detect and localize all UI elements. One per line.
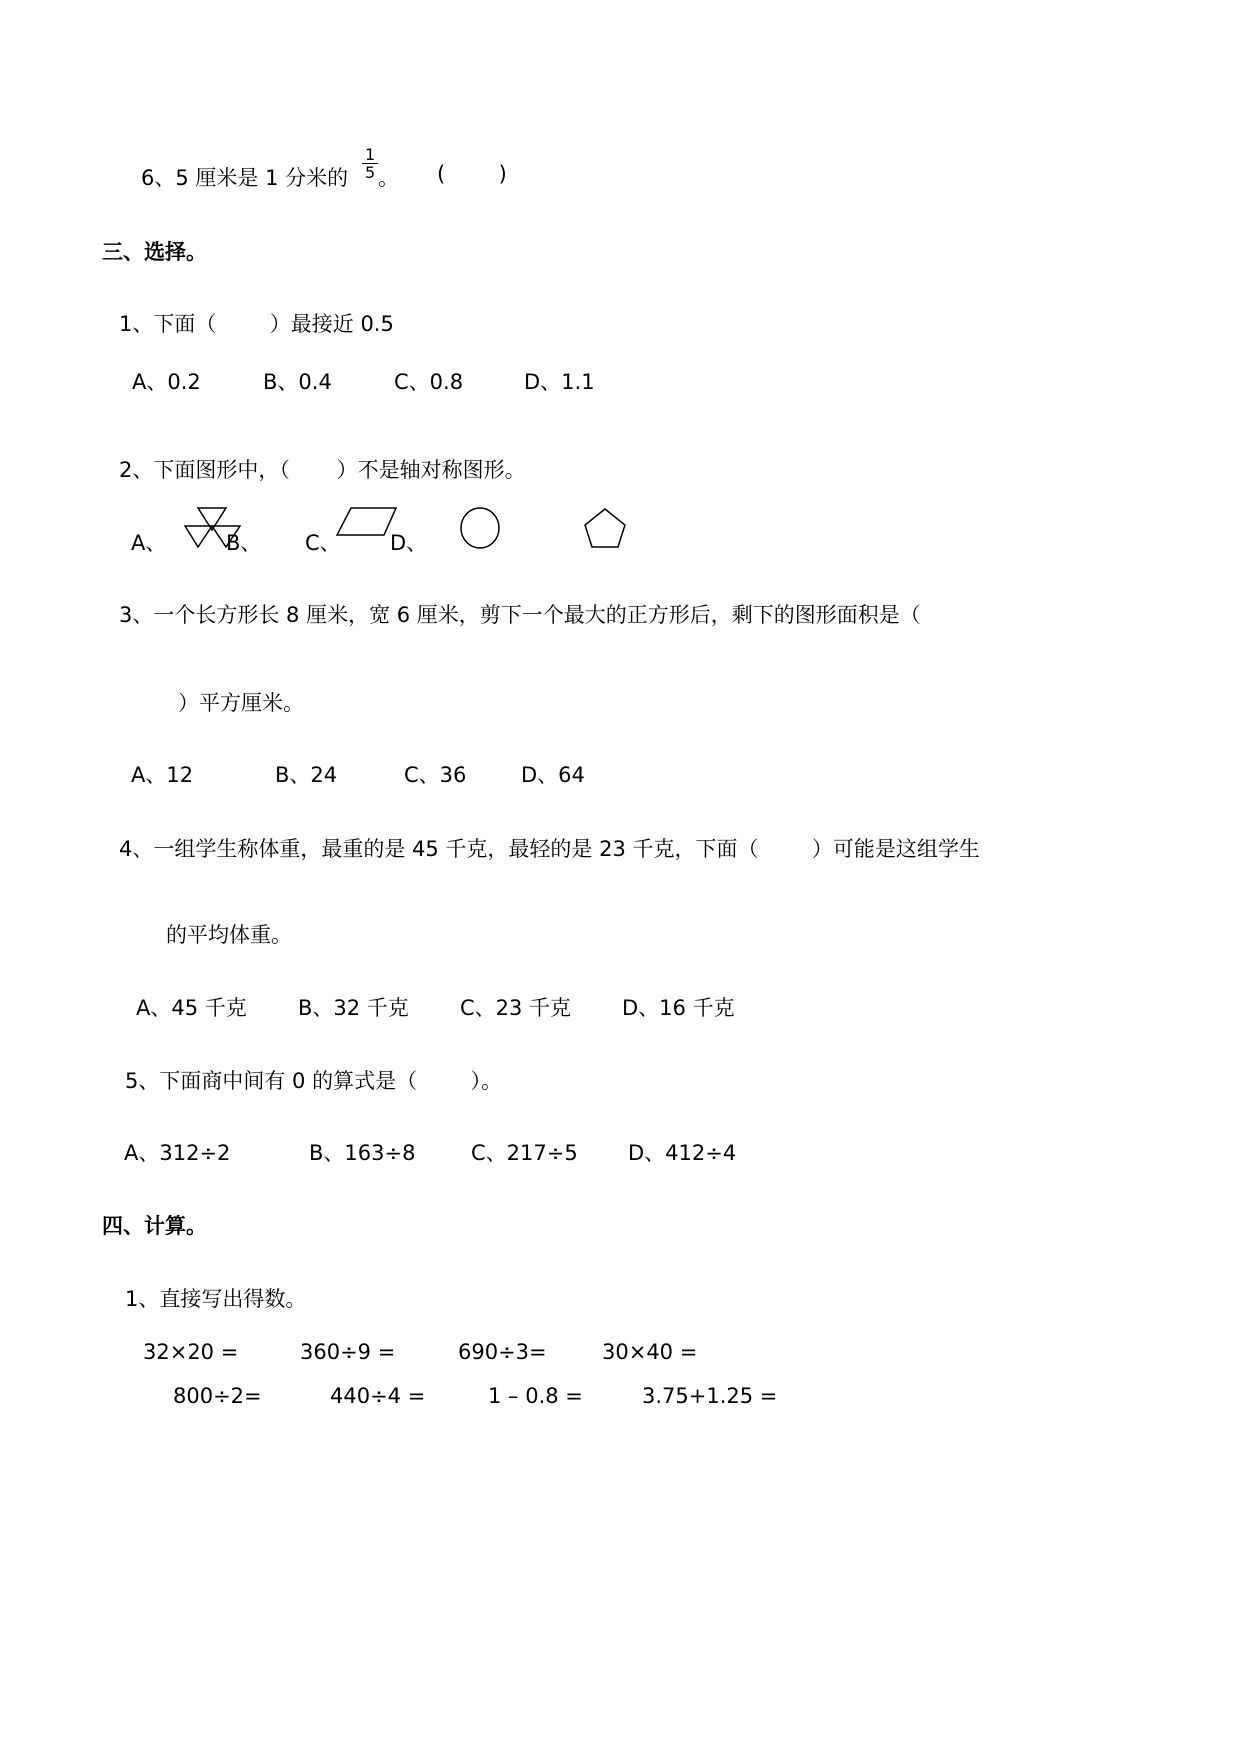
calc-item: 690÷3=: [458, 1340, 547, 1364]
q4-opt-b: B、32 千克: [298, 996, 409, 1020]
denominator: 5: [365, 163, 376, 182]
q2-opt-a: A、: [131, 531, 167, 555]
section-4-title: 四、计算。: [102, 1214, 207, 1238]
calc-q1-text: 1、直接写出得数。: [125, 1287, 307, 1311]
q3-opt-a: A、12: [131, 763, 194, 787]
calc-item: 32×20 =: [143, 1340, 239, 1364]
q3-opt-b: B、24: [275, 763, 338, 787]
q1-opt-c: C、0.8: [394, 370, 464, 394]
calc-item: 360÷9 =: [300, 1340, 396, 1364]
q2-opt-b: B、: [226, 531, 262, 555]
q2-opt-d: D、: [390, 531, 428, 555]
q3-text-cont: ）平方厘米。: [178, 691, 304, 715]
q6-text: 6、5 厘米是 1 分米的: [141, 166, 349, 190]
q4-text: 4、一组学生称体重，最重的是 45 千克，最轻的是 23 千克，下面（ ）可能是这组学生: [119, 837, 980, 861]
calc-item: 30×40 =: [602, 1340, 698, 1364]
q4-text-cont: 的平均体重。: [166, 923, 292, 947]
q3-opt-c: C、36: [404, 763, 467, 787]
q5-opt-c: C、217÷5: [471, 1141, 578, 1165]
q5-text: 5、下面商中间有 0 的算式是（ ）。: [125, 1069, 502, 1093]
calc-item: 3.75+1.25 =: [642, 1384, 778, 1408]
q3-text: 3、一个长方形长 8 厘米，宽 6 厘米，剪下一个最大的正方形后，剩下的图形面积是（: [119, 603, 921, 627]
q4-opt-d: D、16 千克: [622, 996, 735, 1020]
calc-item: 1 – 0.8 =: [488, 1384, 583, 1408]
q5-opt-d: D、412÷4: [628, 1141, 737, 1165]
numerator: 1: [362, 146, 378, 164]
q1-opt-d: D、1.1: [524, 370, 595, 394]
section-3-title: 三、选择。: [102, 240, 207, 264]
q2-text: 2、下面图形中，（ ）不是轴对称图形。: [119, 458, 526, 482]
q3-opt-d: D、64: [521, 763, 585, 787]
calc-item: 800÷2=: [173, 1384, 262, 1408]
q4-opt-a: A、45 千克: [136, 996, 247, 1020]
q5-opt-a: A、312÷2: [124, 1141, 231, 1165]
fraction: [362, 146, 378, 181]
answer-blank: ( ): [437, 162, 507, 186]
q1-text: 1、下面（ ）最接近 0.5: [119, 312, 394, 336]
q2-opt-c: C、: [305, 531, 341, 555]
calc-item: 440÷4 =: [330, 1384, 426, 1408]
pentagon-shape: [0, 0, 1, 1]
q4-opt-c: C、23 千克: [460, 996, 572, 1020]
q6-tail: 。: [378, 166, 399, 190]
q1-opt-b: B、0.4: [263, 370, 332, 394]
q5-opt-b: B、163÷8: [309, 1141, 416, 1165]
q1-opt-a: A、0.2: [132, 370, 201, 394]
